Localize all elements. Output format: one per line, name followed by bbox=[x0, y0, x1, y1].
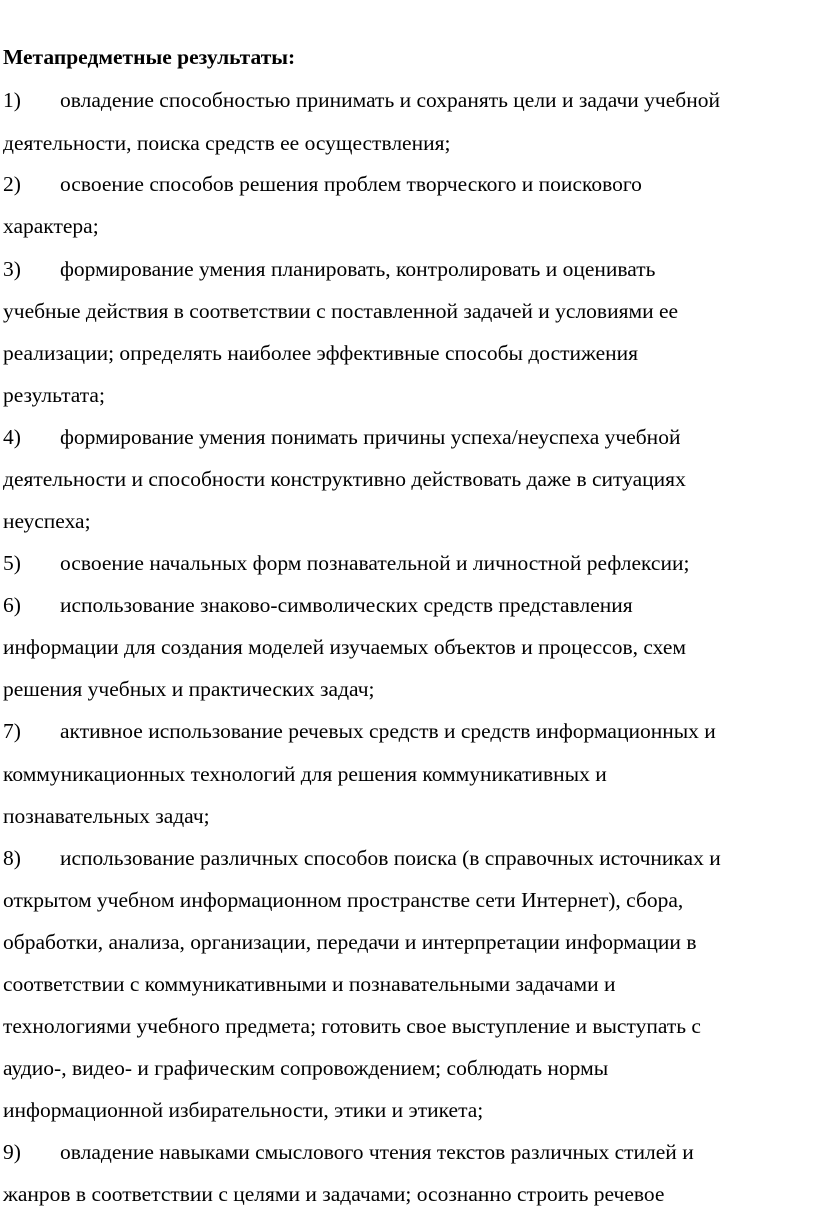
list-item-text: освоение способов решения проблем творческого и поискового bbox=[60, 172, 642, 196]
list-item-continuation: открытом учебном информационном пространстве сети Интернет), сбора, bbox=[3, 888, 684, 912]
list-item-text: освоение начальных форм познавательной и личностной рефлексии; bbox=[60, 551, 690, 575]
list-item-text: овладение навыками смыслового чтения текстов различных стилей и bbox=[60, 1140, 694, 1164]
list-item-continuation: неуспеха; bbox=[3, 509, 91, 533]
list-item-text: формирование умения планировать, контролировать и оценивать bbox=[60, 257, 656, 281]
list-item-continuation: аудио-, видео- и графическим сопровождением; соблюдать нормы bbox=[3, 1056, 609, 1080]
list-item-1-first-line bbox=[3, 86, 720, 114]
list-item-text: овладение способностью принимать и сохранять цели и задачи учебной bbox=[60, 88, 720, 112]
list-item-7-first-line bbox=[3, 717, 716, 745]
list-item-continuation: коммуникационных технологий для решения коммуникативных и bbox=[3, 762, 607, 786]
list-item-continuation: характера; bbox=[3, 214, 99, 238]
list-item-number: 2) bbox=[3, 172, 21, 196]
list-item-3-first-line bbox=[3, 255, 655, 283]
list-item-continuation: познавательных задач; bbox=[3, 804, 210, 828]
list-item-number: 3) bbox=[3, 257, 21, 281]
list-item-continuation: учебные действия в соответствии с поставленной задачей и условиями ее bbox=[3, 299, 679, 323]
list-item-continuation: соответствии с коммуникативными и познавательными задачами и bbox=[3, 972, 616, 996]
list-item-continuation: деятельности, поиска средств ее осуществления; bbox=[3, 131, 451, 155]
list-item-text: активное использование речевых средств и средств информационных и bbox=[60, 719, 716, 743]
list-item-6-first-line bbox=[3, 591, 633, 619]
section-heading: Метапредметные результаты: bbox=[3, 45, 296, 69]
list-item-4-first-line bbox=[3, 423, 680, 451]
list-item-continuation: информации для создания моделей изучаемых объектов и процессов, схем bbox=[3, 635, 687, 659]
list-item-continuation: жанров в соответствии с целями и задачами; осознанно строить речевое bbox=[3, 1182, 665, 1206]
list-item-continuation: деятельности и способности конструктивно действовать даже в ситуациях bbox=[3, 467, 686, 491]
list-item-continuation: решения учебных и практических задач; bbox=[3, 677, 375, 701]
list-item-2-first-line bbox=[3, 170, 642, 198]
list-item-text: использование знаково-символических средств представления bbox=[60, 593, 633, 617]
list-item-number: 9) bbox=[3, 1140, 21, 1164]
list-item-number: 6) bbox=[3, 593, 21, 617]
list-item-continuation: технологиями учебного предмета; готовить свое выступление и выступать с bbox=[3, 1014, 701, 1038]
list-item-text: использование различных способов поиска (в справочных источниках и bbox=[60, 846, 721, 870]
list-item-continuation: реализации; определять наиболее эффективные способы достижения bbox=[3, 341, 639, 365]
list-item-number: 5) bbox=[3, 551, 21, 575]
list-item-continuation: результата; bbox=[3, 383, 105, 407]
list-item-5-first-line bbox=[3, 549, 689, 577]
list-item-number: 4) bbox=[3, 425, 21, 449]
list-item-text: формирование умения понимать причины успеха/неуспеха учебной bbox=[60, 425, 681, 449]
list-item-number: 1) bbox=[3, 88, 21, 112]
list-item-9-first-line bbox=[3, 1138, 694, 1166]
list-item-8-first-line bbox=[3, 844, 721, 872]
list-item-number: 8) bbox=[3, 846, 21, 870]
list-item-continuation: информационной избирательности, этики и этикета; bbox=[3, 1098, 484, 1122]
list-item-number: 7) bbox=[3, 719, 21, 743]
list-item-continuation: обработки, анализа, организации, передачи и интерпретации информации в bbox=[3, 930, 697, 954]
